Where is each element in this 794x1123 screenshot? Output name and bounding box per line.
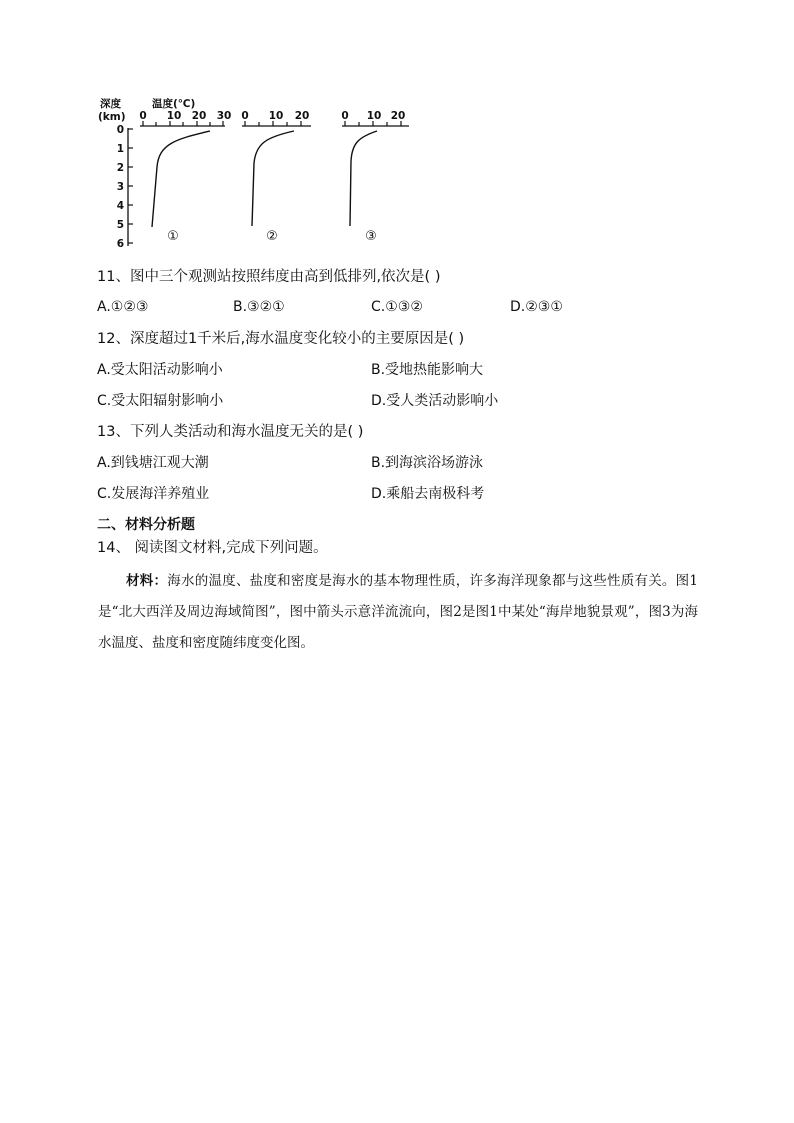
temp-profile-station-1: [152, 131, 210, 227]
material-text: 海水的温度、盐度和密度是海水的基本物理性质，许多海洋现象都与这些性质有关。图1是“北大西洋及周边海域简图”，图中箭头示意洋流流向，图2是图1中某处“海岸地貌景观”，图3为海水温度、盐度和密度随纬度变化图。: [98, 573, 699, 651]
section-heading: 二、材料分析题: [97, 517, 195, 533]
temp-tick-label: 0: [241, 110, 249, 122]
depth-tick-label: 0: [116, 124, 124, 136]
question-13-option-d[interactable]: D.乘船去南极科考: [371, 486, 485, 502]
depth-tick-label: 6: [116, 238, 124, 250]
question-11-option-b[interactable]: B.③②①: [233, 299, 285, 315]
depth-tick-label: 4: [116, 200, 124, 212]
station-label-1: ①: [167, 229, 179, 244]
station-label-2: ②: [266, 229, 278, 244]
depth-tick-label: 2: [116, 162, 124, 174]
temp-header: 温度(℃): [152, 98, 196, 110]
depth-unit: (km): [98, 111, 126, 123]
temperature-depth-figure: [95, 95, 425, 255]
temp-tick-label: 30: [216, 110, 232, 122]
material-paragraph: [98, 566, 698, 659]
question-12-stem: 12、深度超过1千米后,海水温度变化较小的主要原因是( ): [97, 331, 465, 347]
temp-tick-label: 20: [390, 110, 406, 122]
question-11-option-d[interactable]: D.②③①: [510, 299, 563, 315]
question-12-option-b[interactable]: B.受地热能影响大: [371, 362, 484, 378]
material-label: 材料：: [126, 573, 168, 589]
temp-profile-station-3: [350, 131, 377, 226]
question-13-stem: 13、下列人类活动和海水温度无关的是( ): [97, 424, 364, 440]
temp-tick-label: 20: [294, 110, 310, 122]
question-12-option-a[interactable]: A.受太阳活动影响小: [97, 362, 223, 378]
temp-tick-label: 10: [166, 110, 182, 122]
depth-tick-label: 1: [116, 143, 124, 155]
question-14-stem: 14、 阅读图文材料,完成下列问题。: [97, 540, 328, 556]
temperature-depth-chart: [95, 95, 425, 255]
question-13-option-c[interactable]: C.发展海洋养殖业: [97, 486, 210, 502]
question-13-option-b[interactable]: B.到海滨浴场游泳: [371, 455, 484, 471]
temp-tick-label: 10: [268, 110, 284, 122]
temp-tick-label: 10: [366, 110, 382, 122]
question-11-option-c[interactable]: C.①③②: [371, 299, 423, 315]
question-11-stem: 11、图中三个观测站按照纬度由高到低排列,依次是( ): [97, 269, 441, 285]
depth-tick-label: 3: [116, 181, 124, 193]
temp-tick-label: 0: [139, 110, 147, 122]
question-12-option-c[interactable]: C.受太阳辐射影响小: [97, 393, 224, 409]
station-label-3: ③: [365, 229, 377, 244]
temp-tick-label: 20: [191, 110, 207, 122]
depth-header: 深度: [100, 98, 121, 110]
question-11-option-a[interactable]: A.①②③: [97, 299, 149, 315]
depth-tick-label: 5: [116, 219, 124, 231]
question-13-option-a[interactable]: A.到钱塘江观大潮: [97, 455, 209, 471]
temp-profile-station-2: [252, 131, 294, 226]
temp-tick-label: 0: [341, 110, 349, 122]
question-12-option-d[interactable]: D.受人类活动影响小: [371, 393, 499, 409]
